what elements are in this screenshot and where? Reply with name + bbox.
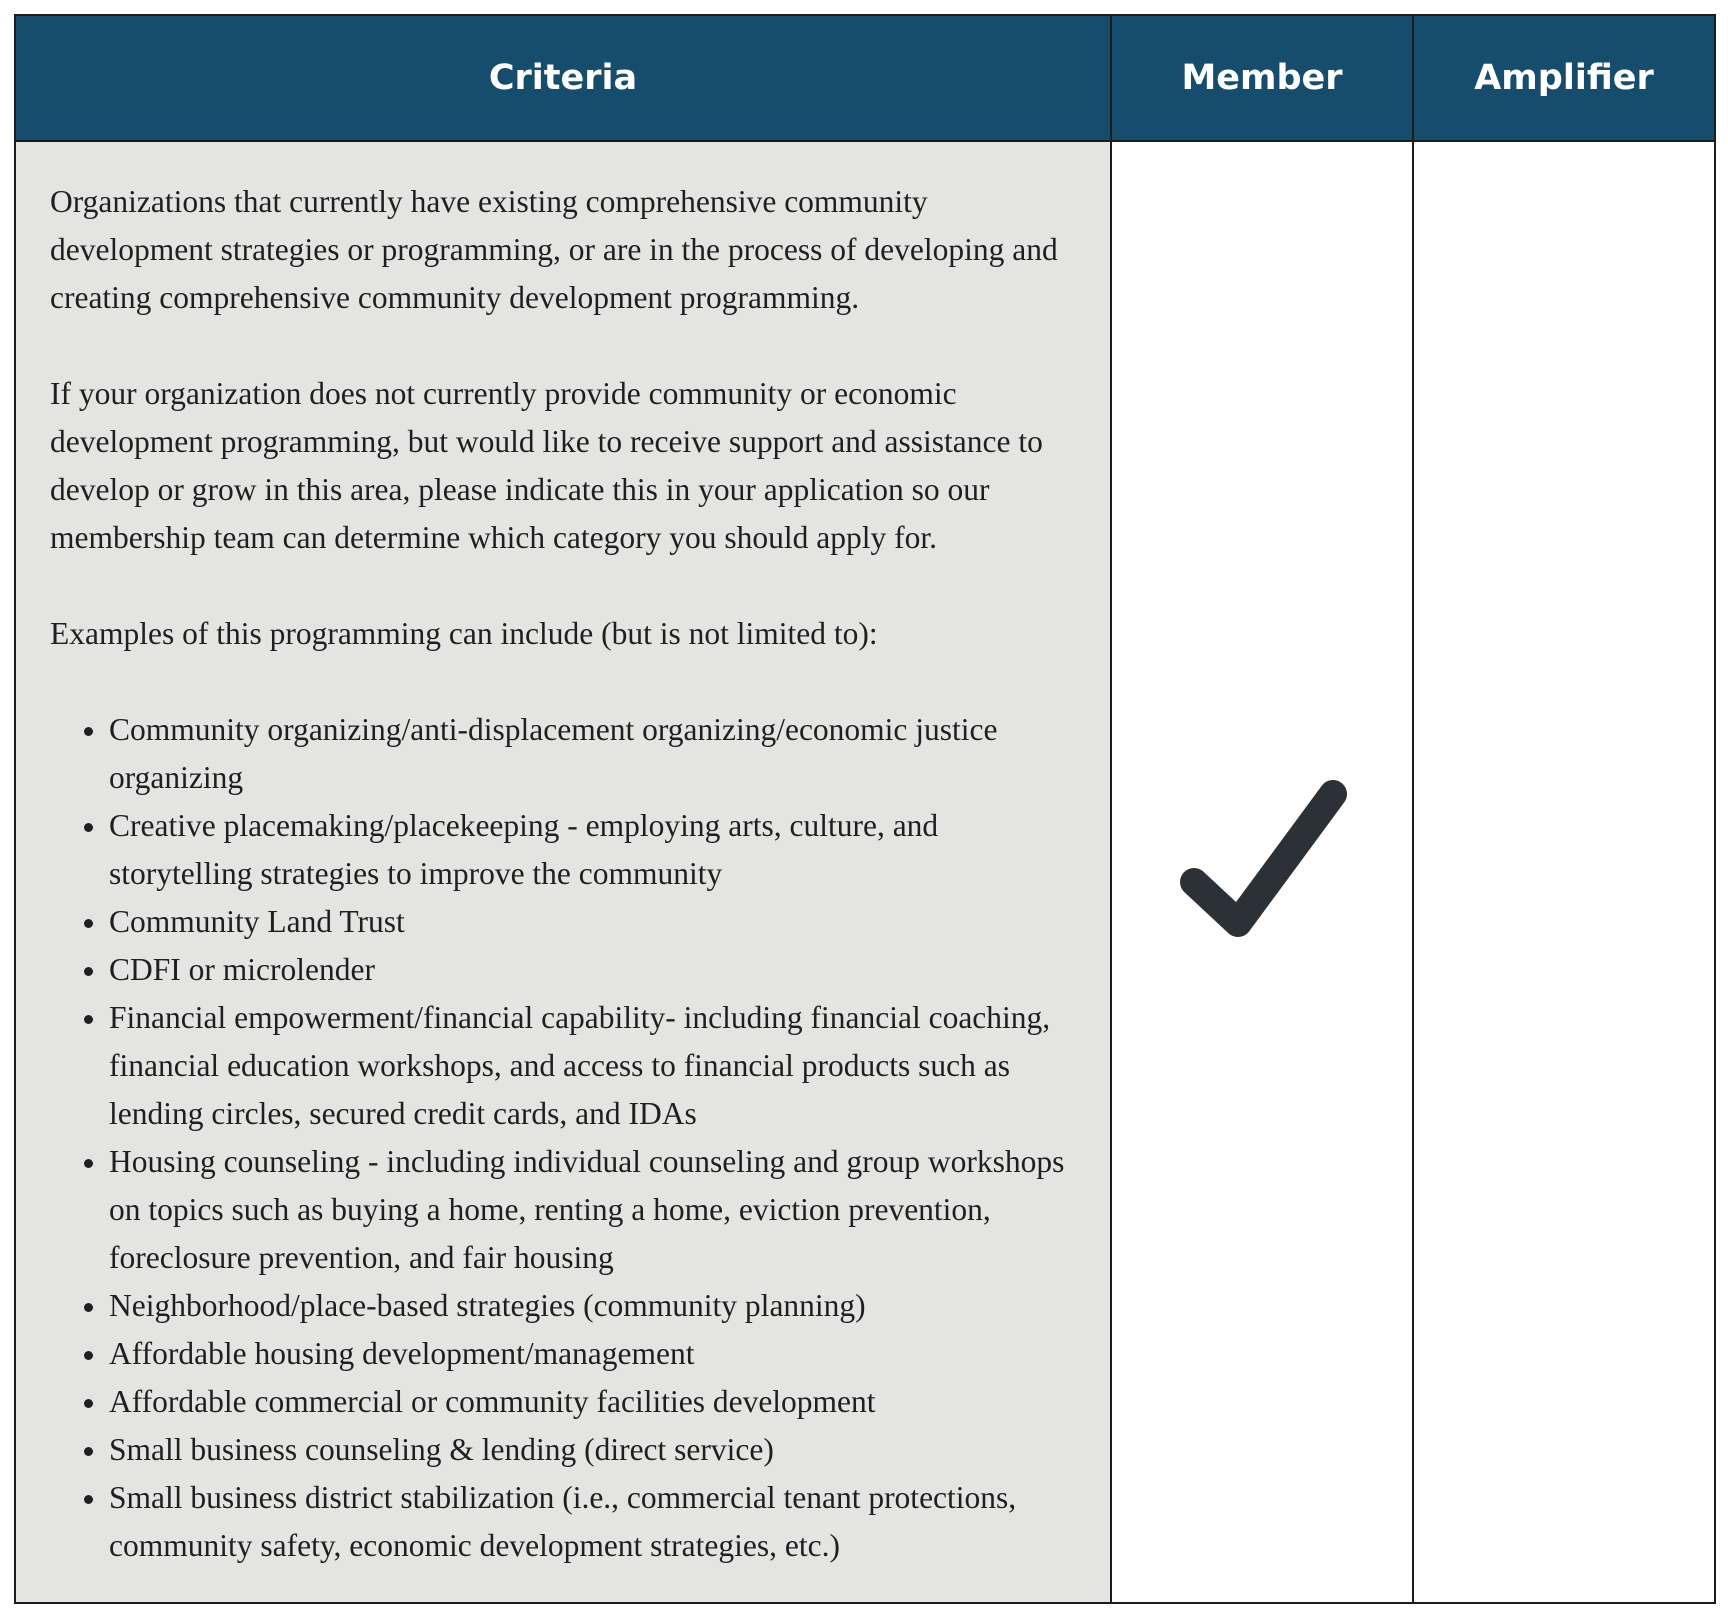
- list-item: • Financial empowerment/financial capability- including financial coaching, financial education workshops, and access to financial products such as lending circles, secured credit cards, and IDAs: [109, 994, 1088, 1138]
- examples-list: [50, 706, 1088, 1570]
- header-member: Member: [1111, 15, 1413, 141]
- list-item: • Affordable commercial or community facilities development: [109, 1378, 1088, 1426]
- list-item: • Community Land Trust: [109, 898, 1088, 946]
- header-criteria: Criteria: [15, 15, 1111, 141]
- checkmark-stroke: [1194, 794, 1333, 923]
- header-amplifier: Amplifier: [1413, 15, 1715, 141]
- list-item: • CDFI or microlender: [109, 946, 1088, 994]
- list-item: • Creative placemaking/placekeeping - employing arts, culture, and storytelling strategies to improve the community: [109, 802, 1088, 898]
- criteria-cell: [15, 141, 1111, 1603]
- table-header: [15, 15, 1715, 141]
- amplifier-cell: [1413, 141, 1715, 1603]
- header-row: [15, 15, 1715, 141]
- table-row: [15, 141, 1715, 1603]
- member-cell: [1111, 141, 1413, 1603]
- criteria-table: [14, 14, 1716, 1604]
- list-item: • Small business counseling & lending (direct service): [109, 1426, 1088, 1474]
- list-item: • Small business district stabilization (i.e., commercial tenant protections, community safety, economic development strategies, etc.): [109, 1474, 1088, 1570]
- list-item: • Community organizing/anti-displacement organizing/economic justice organizing: [109, 706, 1088, 802]
- criteria-paragraph-2: If your organization does not currently provide community or economic development programming, but would like to receive support and assistance to develop or grow in this area, please indicate this in your application so our membership team can determine which category you should apply for.: [50, 376, 1043, 555]
- criteria-paragraph-3: Examples of this programming can include (but is not limited to):: [50, 616, 878, 651]
- checkmark-icon: [1172, 780, 1352, 960]
- list-item: • Housing counseling - including individual counseling and group workshops on topics such as buying a home, renting a home, eviction prevention, foreclosure prevention, and fair housing: [109, 1138, 1088, 1282]
- table-body: [15, 141, 1715, 1603]
- list-item: • Neighborhood/place-based strategies (community planning): [109, 1282, 1088, 1330]
- list-item: • Affordable housing development/management: [109, 1330, 1088, 1378]
- criteria-paragraph-1: Organizations that currently have existing comprehensive community development strategies or programming, or are in the process of developing and creating comprehensive community development programming.: [50, 184, 1058, 315]
